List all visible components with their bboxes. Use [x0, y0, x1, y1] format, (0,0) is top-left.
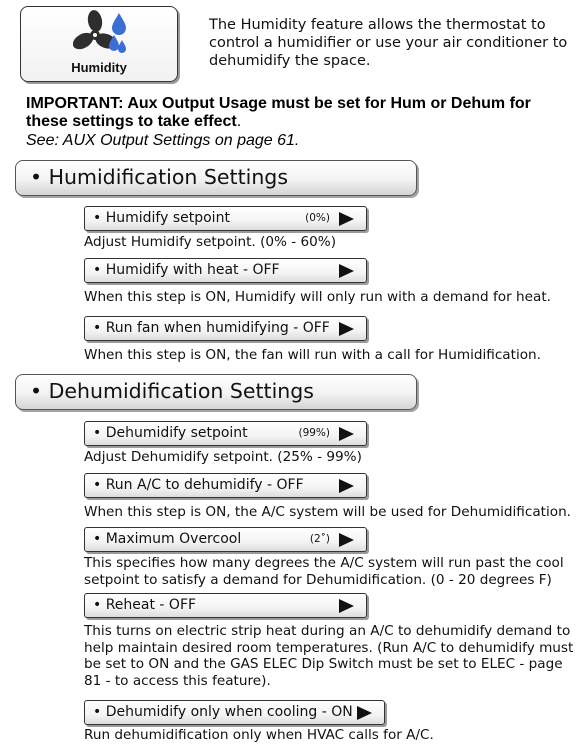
run-ac-to-dehumidify-button[interactable] [84, 473, 367, 498]
dehumidify-setpoint-button[interactable] [84, 421, 367, 446]
dehumidify-only-when-cooling-button[interactable] [84, 700, 385, 725]
humidify-with-heat-button[interactable] [84, 258, 367, 283]
arrow-right-icon [339, 479, 354, 493]
humidify-setpoint-label: • Humidify setpoint [93, 210, 230, 226]
maximum-overcool-description: This specifies how many degrees the A/C system will run past the cool setpoint to satisfy a demand for Dehumidification. (0 - 20 degrees F) [84, 555, 564, 588]
humidify-with-heat-description: When this step is ON, Humidify will only run with a demand for heat. [84, 289, 551, 305]
humidity-fan-droplet-icon [73, 9, 129, 61]
run-fan-when-humidifying-description: When this step is ON, the fan will run with a call for Humidification. [84, 347, 541, 363]
dehumidification-settings-header: • Dehumidification Settings [15, 374, 417, 410]
reheat-button[interactable] [84, 593, 367, 618]
run-ac-to-dehumidify-description: When this step is ON, the A/C system will be used for Dehumidification. [84, 504, 572, 520]
arrow-right-icon [357, 706, 372, 720]
reheat-label: • Reheat - OFF [93, 597, 197, 613]
humidify-setpoint-description: Adjust Humidify setpoint. (0% - 60%) [84, 234, 337, 250]
maximum-overcool-label: • Maximum Overcool [93, 531, 242, 547]
dehumidify-only-when-cooling-description: Run dehumidification only when HVAC calls for A/C. [84, 727, 434, 743]
maximum-overcool-button[interactable] [84, 527, 367, 552]
feature-intro-text: The Humidity feature allows the thermostat to control a humidifier or use your air conditioner to dehumidify the space. [209, 17, 568, 69]
humidify-with-heat-label: • Humidify with heat - OFF [93, 262, 280, 278]
run-fan-when-humidifying-label: • Run fan when humidifying - OFF [93, 320, 330, 336]
important-notice-bold: IMPORTANT: Aux Output Usage must be set for Hum or Dehum for these settings to take effect [26, 95, 531, 130]
humidification-settings-header: • Humidification Settings [15, 160, 417, 196]
arrow-right-icon [339, 322, 354, 336]
arrow-right-icon [339, 533, 354, 547]
humidity-feature-card [20, 6, 178, 82]
humidify-setpoint-value: (0%) [305, 212, 330, 224]
run-ac-to-dehumidify-label: • Run A/C to dehumidify - OFF [93, 477, 304, 493]
dehumidify-setpoint-description: Adjust Dehumidify setpoint. (25% - 99%) [84, 449, 362, 465]
arrow-right-icon [339, 427, 354, 441]
important-notice [26, 95, 566, 131]
humidify-setpoint-button[interactable] [84, 206, 367, 231]
dehumidify-setpoint-value: (99%) [298, 427, 330, 439]
see-also-reference: See: AUX Output Settings on page 61. [26, 132, 300, 149]
arrow-right-icon [339, 264, 354, 278]
arrow-right-icon [339, 212, 354, 226]
dehumidify-setpoint-label: • Dehumidify setpoint [93, 425, 248, 441]
humidity-feature-label: Humidity [71, 60, 127, 75]
reheat-description: This turns on electric strip heat during an A/C to dehumidify demand to help maintain desired room temperatures. (Run A/C to dehumidify must be set to ON and the GAS ELEC Dip Switch must be set to ELEC - page 81 - to access this feature). [84, 623, 574, 689]
maximum-overcool-value: (2˚) [309, 533, 330, 545]
arrow-right-icon [339, 599, 354, 613]
important-notice-end: . [236, 113, 242, 130]
run-fan-when-humidifying-button[interactable] [84, 316, 367, 341]
dehumidify-only-when-cooling-label: • Dehumidify only when cooling - ON [93, 704, 353, 720]
